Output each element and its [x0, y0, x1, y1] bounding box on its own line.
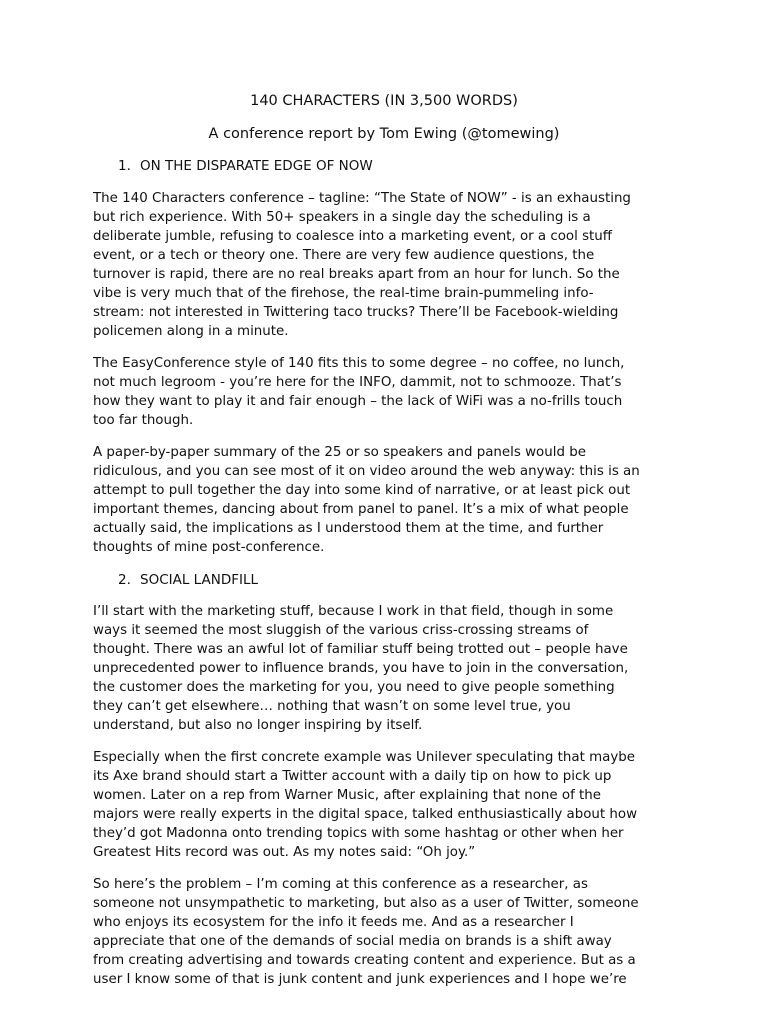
paragraph-line: the customer does the marketing for you, you need to give people something [93, 679, 615, 695]
paragraph [93, 603, 693, 736]
paragraph [93, 749, 693, 863]
section-heading-2 [118, 571, 258, 589]
paragraph-line: stream: not interested in Twittering taco trucks? There’ll be Facebook-wielding [93, 304, 619, 320]
paragraph-line: vibe is very much that of the firehose, the real-time brain-pummeling info- [93, 285, 594, 301]
paragraph-line: from creating advertising and towards creating content and experience. But as a [93, 952, 636, 968]
paragraph-line: So here’s the problem – I’m coming at this conference as a researcher, as [93, 877, 588, 892]
paragraph-line: appreciate that one of the demands of social media on brands is a shift away [93, 933, 612, 949]
paragraph-line: A paper-by-paper summary of the 25 or so speakers and panels would be [93, 445, 586, 460]
paragraph-line: ridiculous, and you can see most of it on video around the web anyway: this is an [93, 463, 640, 479]
paragraph-line: policemen along in a minute. [93, 323, 289, 339]
paragraph-line: majors were really experts in the digital space, talked enthusiastically about how [93, 806, 638, 822]
paragraph-line: someone not unsympathetic to marketing, but also as a user of Twitter, someone [93, 895, 639, 911]
section-heading-1 [118, 157, 373, 175]
section-title: SOCIAL LANDFILL [140, 572, 258, 588]
paragraph-line: unprecedented power to influence brands, you have to join in the conversation, [93, 660, 629, 676]
paragraph-line: Greatest Hits record was out. As my notes said: “Oh joy.” [93, 844, 476, 860]
paragraph-line: its Axe brand should start a Twitter account with a daily tip on how to pick up [93, 768, 612, 784]
section-number: 2. [118, 572, 131, 588]
paragraph [93, 876, 693, 990]
paragraph-line: I’ll start with the marketing stuff, because I work in that field, though in some [93, 604, 614, 619]
section-title: ON THE DISPARATE EDGE OF NOW [140, 158, 373, 174]
paragraph-line: not much legroom - you’re here for the INFO, dammit, not to schmooze. That’s [93, 374, 622, 390]
paragraph [93, 444, 693, 558]
paragraph-line: they’d got Madonna onto trending topics with some hashtag or other when her [93, 825, 624, 841]
paragraph-line: who enjoys its ecosystem for the info it feeds me. And as a researcher I [93, 914, 574, 930]
paragraph-line: ways it seemed the most sluggish of the various criss-crossing streams of [93, 622, 589, 638]
paragraph [93, 355, 693, 431]
paragraph-line: too far though. [93, 412, 194, 428]
paragraph-line: thought. There was an awful lot of familiar stuff being trotted out – people have [93, 641, 628, 657]
paragraph-line: thoughts of mine post-conference. [93, 539, 325, 555]
paragraph-line: turnover is rapid, there are no real breaks apart from an hour for lunch. So the [93, 266, 620, 282]
paragraph-line: how they want to play it and fair enough – the lack of WiFi was a no-frills touch [93, 393, 623, 409]
paragraph-line: but rich experience. With 50+ speakers in a single day the scheduling is a [93, 209, 591, 225]
paragraph-line: attempt to pull together the day into some kind of narrative, or at least pick out [93, 482, 631, 498]
paragraph-line: understand, but also no longer inspiring by itself. [93, 717, 423, 733]
paragraph-line: important themes, dancing about from panel to panel. It’s a mix of what people [93, 501, 629, 517]
paragraph-line: deliberate jumble, refusing to coalesce into a marketing event, or a cool stuff [93, 228, 613, 244]
paragraph-line: they can’t get elsewhere… nothing that wasn’t on some level true, you [93, 698, 571, 714]
paragraph-line: The 140 Characters conference – tagline: “The State of NOW” - is an exhausting [93, 191, 631, 206]
paragraph [93, 190, 693, 342]
paragraph-line: event, or a tech or theory one. There are very few audience questions, the [93, 247, 595, 263]
paragraph-line: women. Later on a rep from Warner Music, after explaining that none of the [93, 787, 602, 803]
paragraph-line: Especially when the first concrete example was Unilever speculating that maybe [93, 750, 635, 765]
paragraph-line: actually said, the implications as I understood them at the time, and further [93, 520, 604, 536]
paragraph-line: The EasyConference style of 140 fits this to some degree – no coffee, no lunch, [93, 356, 625, 371]
paragraph-line: user I know some of that is junk content and junk experiences and I hope we’re [93, 971, 627, 987]
document-title: 140 CHARACTERS (IN 3,500 WORDS) [250, 93, 518, 109]
section-number: 1. [118, 158, 131, 174]
document-subtitle: A conference report by Tom Ewing (@tomewing) [208, 126, 560, 142]
